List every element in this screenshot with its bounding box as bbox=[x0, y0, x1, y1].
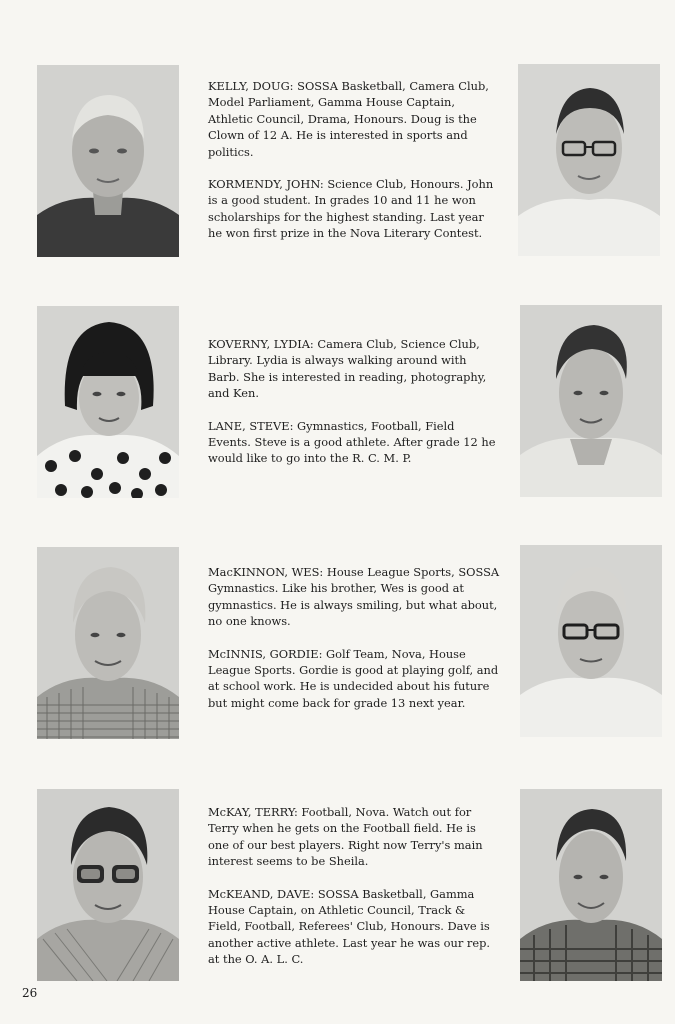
student-entry bbox=[208, 564, 500, 630]
portrait-photo-mackinnon bbox=[37, 547, 179, 739]
portrait-photo-mckay bbox=[37, 789, 179, 981]
student-description: SOSSA Basketball, Camera Club, Model Parliament, Gamma House Captain, Athletic Council, Drama, Honours. Doug is the Clown of 12 A. He is interested in sports and politics. bbox=[208, 79, 489, 159]
portrait-photo-kelly bbox=[37, 65, 179, 257]
text-block-row-3 bbox=[208, 564, 500, 727]
student-description: Science Club, Honours. John is a good student. In grades 10 and 11 he won scholarships for the highest standing. Last year he won first prize in the Nova Literary Contest. bbox=[208, 177, 494, 241]
text-block-row-4 bbox=[208, 804, 500, 984]
student-entry bbox=[208, 78, 500, 160]
student-description: Football, Nova. Watch out for Terry when he gets on the Football field. He is one of our best players. Right now Terry's main interest seems to be Sheila. bbox=[208, 805, 483, 869]
page-number: 26 bbox=[22, 986, 38, 1000]
student-name: KOVERNY, LYDIA: bbox=[208, 337, 314, 351]
portrait-photo-koverny bbox=[37, 306, 179, 498]
student-name: McKEAND, DAVE: bbox=[208, 886, 315, 901]
text-block-row-2 bbox=[208, 336, 500, 483]
portrait-photo-mcinnis bbox=[520, 545, 662, 737]
student-name: McKAY, TERRY: bbox=[208, 805, 298, 819]
student-name: McINNIS, GORDIE: bbox=[208, 646, 323, 661]
student-entry bbox=[208, 176, 500, 242]
student-entry bbox=[208, 418, 500, 467]
student-name: MacKINNON, WES: bbox=[208, 565, 324, 579]
portrait-photo-mckeand bbox=[520, 789, 662, 981]
text-block-row-1 bbox=[208, 78, 500, 258]
student-description: Camera Club, Science Club, Library. Lydia is always walking around with Barb. She is interested in reading, photography, and Ken. bbox=[208, 337, 487, 401]
student-description: SOSSA Basketball, Gamma House Captain, on Athletic Council, Track & Field, Football, Referees' Club, Honours. Dave is another active athlete. Last year he was our rep. at the O. A. L. C. bbox=[208, 886, 491, 967]
student-name: LANE, STEVE: bbox=[208, 418, 294, 433]
student-entry bbox=[208, 886, 500, 968]
student-entry bbox=[208, 336, 500, 402]
student-name: KELLY, DOUG: bbox=[208, 79, 294, 93]
student-name: KORMENDY, JOHN: bbox=[208, 177, 324, 192]
portrait-photo-lane bbox=[520, 305, 662, 497]
student-entry bbox=[208, 804, 500, 870]
portrait-photo-kormendy bbox=[518, 64, 660, 256]
student-description: House League Sports, SOSSA Gymnastics. Like his brother, Wes is good at gymnastics. He is always smiling, but what about, no one knows. bbox=[208, 565, 500, 629]
student-entry bbox=[208, 646, 500, 712]
student-description: Gymnastics, Football, Field Events. Steve is a good athlete. After grade 12 he would like to go into the R. C. M. P. bbox=[208, 418, 496, 466]
student-description: Golf Team, Nova, House League Sports. Gordie is good at playing golf, and at school work. He is undecided about his future but might come back for grade 13 next year. bbox=[208, 646, 499, 710]
